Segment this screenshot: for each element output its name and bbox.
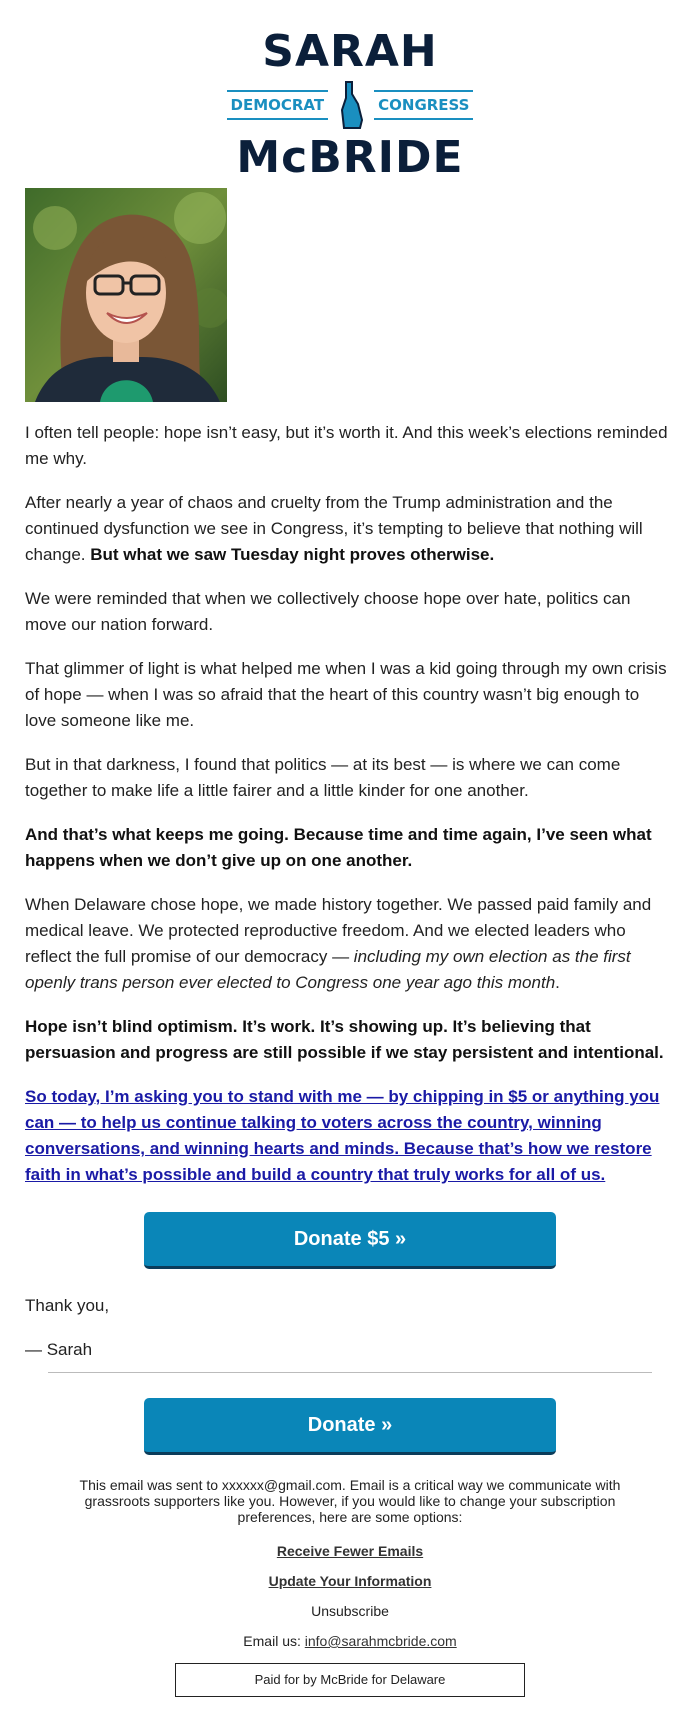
- logo-middle-row: [0, 80, 700, 130]
- paragraph-5: But in that darkness, I found that politics — at its best — is where we can come together to make life a little fairer and a little kinder for one another.: [25, 755, 621, 800]
- donate-cta-link[interactable]: So today, I’m asking you to stand with me — by chipping in $5 or anything you can — to help us continue talking to voters across the country, winning conversations, and winning hearts and minds. Because that’s how we restore faith in what’s possible and build a country that truly works for all of us.: [25, 1087, 660, 1184]
- paragraph-8-bold: Hope isn’t blind optimism. It’s work. It’s showing up. It’s believing that persuasion and progress are still possible if we stay persistent and intentional.: [25, 1017, 664, 1062]
- paragraph-3: We were reminded that when we collectively choose hope over hate, politics can move our nation forward.: [25, 589, 631, 634]
- footer: [0, 1477, 700, 1697]
- thank-you-line: Thank you,: [25, 1296, 110, 1315]
- paragraph-6: [25, 822, 675, 874]
- update-information-link[interactable]: Update Your Information: [268, 1573, 432, 1589]
- logo-last-name: McBRIDE: [236, 132, 464, 183]
- paragraph-7-end: .: [555, 973, 560, 992]
- donate-5-button[interactable]: Donate $5 »: [144, 1212, 556, 1269]
- paragraph-4: That glimmer of light is what helped me when I was a kid going through my own crisis of hope — when I was so afraid that the heart of this country wasn’t big enough to love someone like me.: [25, 659, 667, 730]
- paragraph-7: [25, 892, 675, 996]
- footer-notice: This email was sent to xxxxxx@gmail.com. Email is a critical way we communicate with grassroots supporters like you. However, if you would like to change your subscription preferences, here are some options:: [79, 1477, 621, 1525]
- paid-for-disclaimer: Paid for by McBride for Delaware: [175, 1663, 525, 1697]
- paragraph-2-text: After nearly a year of chaos and cruelty from the Trump administration and the continued dysfunction we see in Congress, it’s tempting to believe that nothing will change.: [25, 493, 643, 564]
- cta-paragraph: [25, 1084, 675, 1188]
- candidate-photo: [25, 188, 227, 402]
- paragraph-7-italic: including my own election as the first openly trans person ever elected to Congress one year ago this month: [25, 947, 631, 992]
- paragraph-2: [25, 490, 675, 568]
- paragraph-6-bold: And that’s what keeps me going. Because time and time again, I’ve seen what happens when we don’t give up on one another.: [25, 825, 652, 870]
- delaware-state-icon: [338, 80, 364, 130]
- paragraph-7-text: When Delaware chose hope, we made history together. We passed paid family and medical leave. We protected reproductive freedom. And we elected leaders who reflect the full promise of our democracy —: [25, 895, 652, 966]
- paragraph-8: [25, 1014, 675, 1066]
- email-content: [25, 420, 675, 1381]
- contact-email-link[interactable]: info@sarahmcbride.com: [304, 1633, 457, 1649]
- contact-email-label: Email us:: [243, 1633, 305, 1649]
- logo-tag-congress: CONGRESS: [374, 90, 473, 120]
- campaign-logo: [0, 0, 700, 183]
- paragraph-2-bold: But what we saw Tuesday night proves otherwise.: [90, 545, 495, 564]
- unsubscribe-link[interactable]: Unsubscribe: [311, 1603, 389, 1619]
- donate-button[interactable]: Donate »: [144, 1398, 556, 1455]
- logo-tag-democrat: DEMOCRAT: [227, 90, 329, 120]
- logo-first-name: SARAH: [262, 26, 438, 77]
- receive-fewer-emails-link[interactable]: Receive Fewer Emails: [276, 1543, 424, 1559]
- signoff-line: — Sarah: [25, 1340, 93, 1359]
- footer-section: [0, 1372, 700, 1697]
- contact-email-line: [0, 1633, 700, 1649]
- paragraph-1: I often tell people: hope isn’t easy, but it’s worth it. And this week’s elections reminded me why.: [25, 423, 668, 468]
